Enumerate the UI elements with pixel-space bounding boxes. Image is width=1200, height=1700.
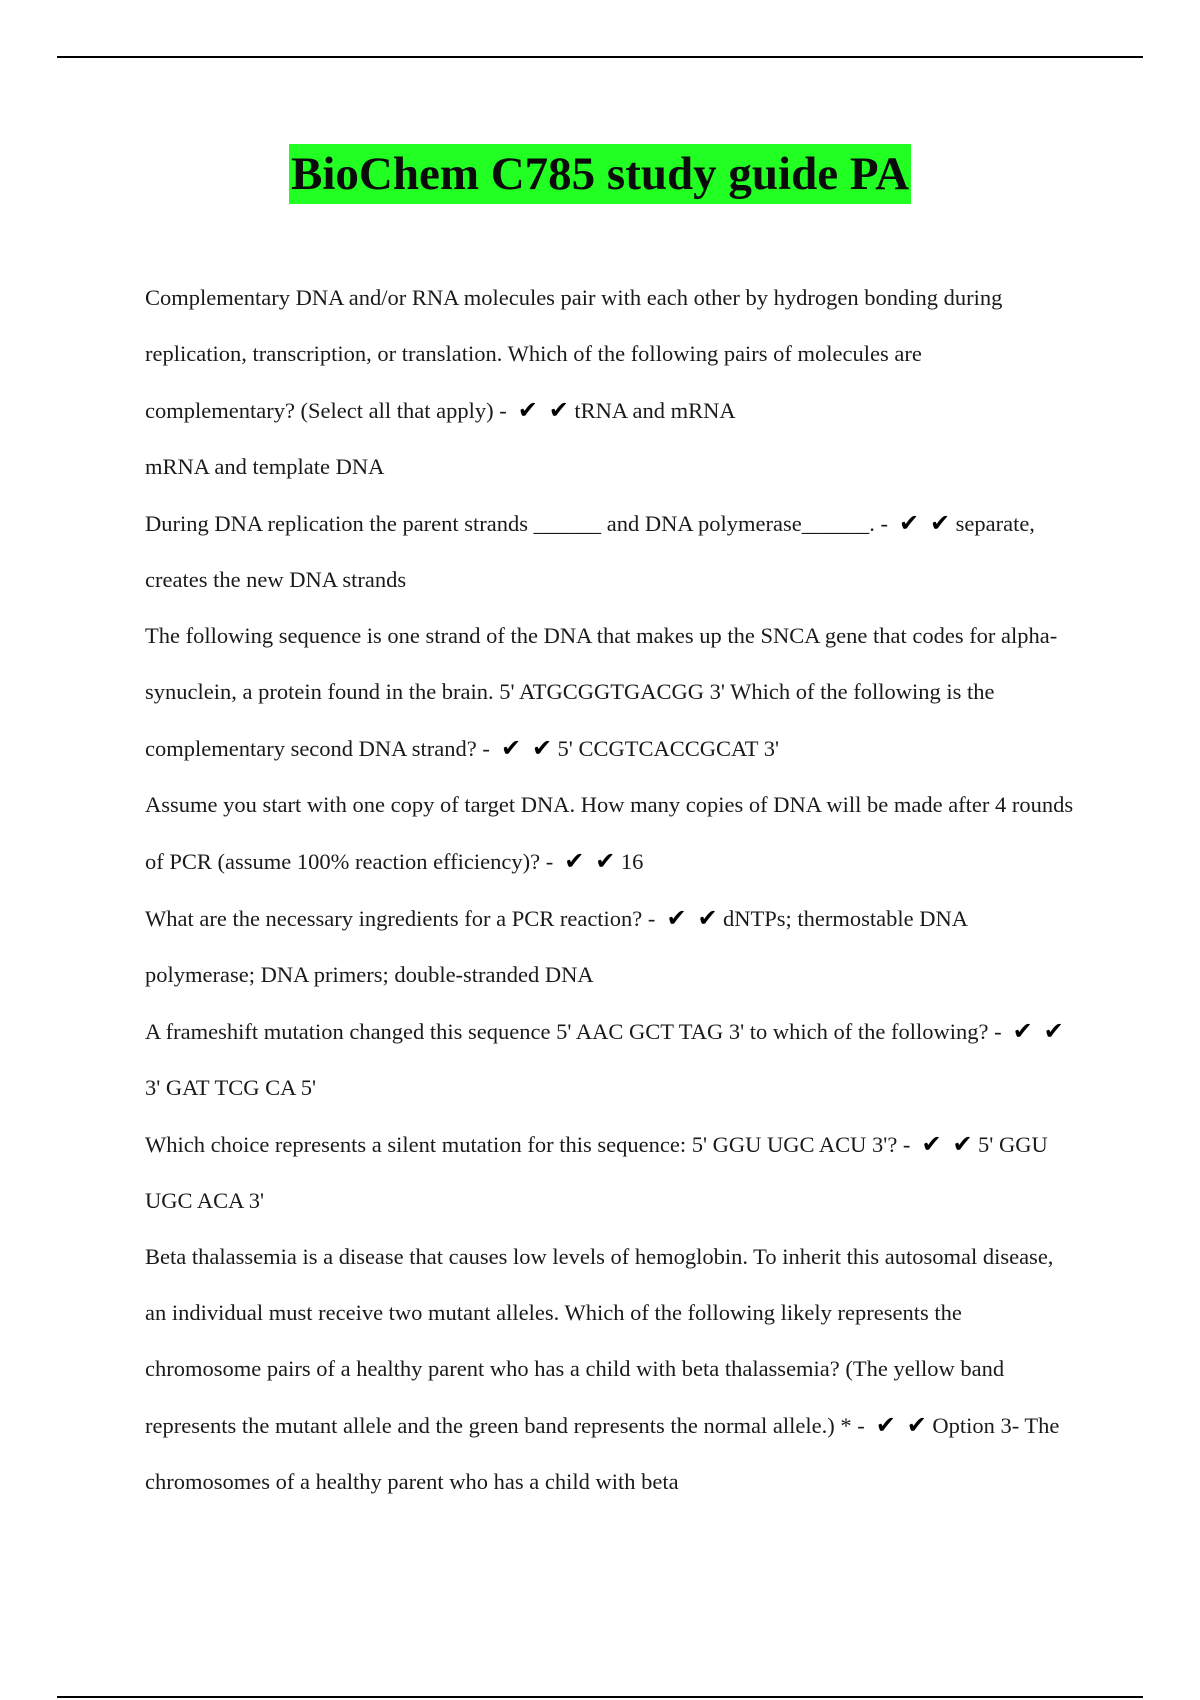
question-text: A frameshift mutation changed this sequence 5' AAC GCT TAG 3' to which of the following? -	[145, 1019, 1008, 1044]
qa-item	[145, 1003, 1075, 1116]
check-pair	[661, 906, 723, 931]
check-icon: ✔	[564, 847, 585, 875]
check-icon: ✔	[517, 396, 538, 424]
check-icon: ✔	[595, 847, 616, 875]
qa-item	[145, 270, 1075, 495]
question-text: During DNA replication the parent strands ______ and DNA polymerase______. -	[145, 511, 894, 536]
question-text: Which choice represents a silent mutation for this sequence: 5' GGU UGC ACU 3'? -	[145, 1132, 917, 1157]
question-text: Assume you start with one copy of target DNA. How many copies of DNA will be made after 4 rounds of PCR (assume 100% reaction efficiency)? -	[145, 792, 1074, 874]
qa-list	[145, 270, 1075, 1510]
check-pair	[894, 511, 956, 536]
check-icon: ✔	[666, 904, 687, 932]
check-icon: ✔	[921, 1130, 942, 1158]
qa-item	[145, 890, 1075, 1003]
question-text: The following sequence is one strand of the DNA that makes up the SNCA gene that codes for alpha-synuclein, a protein found in the brain. 5' ATGCGGTGACGG 3' Which of the following is the complementary second DNA strand? -	[145, 623, 1058, 761]
check-pair	[870, 1413, 932, 1438]
top-rule	[57, 56, 1143, 58]
document-title: BioChem C785 study guide PA	[289, 144, 911, 204]
check-pair	[496, 736, 558, 761]
check-icon: ✔	[531, 734, 553, 762]
check-icon: ✔	[952, 1130, 973, 1158]
check-icon: ✔	[875, 1411, 896, 1439]
answer-text: separate, creates the new DNA strands	[145, 511, 1041, 592]
answer-text: 16	[620, 849, 644, 874]
qa-item	[145, 495, 1075, 608]
check-pair	[1007, 1019, 1069, 1044]
qa-item	[145, 777, 1075, 890]
check-pair	[512, 398, 574, 423]
question-text: Complementary DNA and/or RNA molecules pair with each other by hydrogen bonding during replication, transcription, or translation. Which of the following pairs of molecules are complementary? (Select all that apply) -	[145, 285, 1003, 423]
check-icon: ✔	[500, 734, 522, 762]
check-pair	[559, 849, 621, 874]
answer-text: 5' CCGTCACCGCAT 3'	[557, 736, 780, 761]
answer-text: 3' GAT TCG CA 5'	[145, 1075, 317, 1100]
answer-text: Option 3- The chromosomes of a healthy parent who has a child with beta	[145, 1413, 1066, 1494]
question-text: Beta thalassemia is a disease that causes low levels of hemoglobin. To inherit this autosomal disease, an individual must receive two mutant alleles. Which of the following likely represents the chromosome pairs of a healthy parent who has a child with beta thalassemia? (The yellow band represents the mutant allele and the green band represents the normal allele.) * -	[145, 1244, 1054, 1438]
check-icon: ✔	[697, 904, 718, 932]
check-icon: ✔	[1043, 1017, 1064, 1045]
check-icon: ✔	[899, 509, 920, 537]
check-pair	[916, 1132, 978, 1157]
question-text: What are the necessary ingredients for a PCR reaction? -	[145, 906, 662, 931]
check-icon: ✔	[906, 1411, 927, 1439]
check-icon: ✔	[1012, 1017, 1033, 1045]
qa-item	[145, 608, 1075, 777]
answer-text: tRNA and mRNA mRNA and template DNA	[145, 398, 736, 479]
title-block	[0, 144, 1200, 204]
answer-text: 5' GGU UGC ACA 3'	[145, 1132, 1054, 1213]
bottom-rule	[57, 1696, 1143, 1698]
check-icon: ✔	[548, 396, 569, 424]
check-icon: ✔	[930, 509, 951, 537]
qa-item	[145, 1229, 1075, 1510]
qa-item	[145, 1116, 1075, 1229]
answer-text: dNTPs; thermostable DNA polymerase; DNA primers; double-stranded DNA	[145, 906, 973, 987]
